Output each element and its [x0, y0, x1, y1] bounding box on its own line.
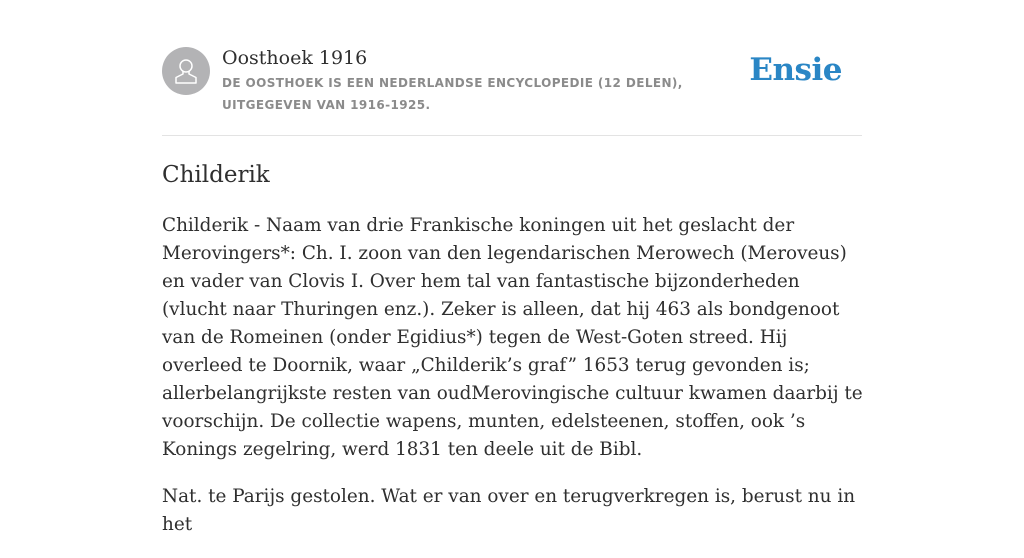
article-paragraph: Nat. te Parijs gestolen. Wat er van over en terugverkregen is, berust nu in het	[162, 486, 856, 535]
brand-logo[interactable]: Ensie	[749, 52, 842, 88]
source-name[interactable]: Oosthoek 1916	[222, 47, 368, 69]
content-container	[162, 0, 863, 535]
source-description: DE OOSTHOEK IS EEN NEDERLANDSE ENCYCLOPEDIE (12 DELEN), UITGEGEVEN VAN 1916-1925.	[222, 76, 683, 112]
avatar[interactable]	[162, 47, 210, 95]
article-body	[162, 212, 867, 558]
article-title: Childerik	[162, 162, 270, 188]
source-header	[162, 0, 862, 136]
article-paragraph: Childerik - Naam van drie Frankische koningen uit het geslacht der Merovingers*: Ch. I. zoon van den legendarischen Merowech (Meroveus) en vader van Clovis I. Over hem tal van fantastische bijzonderheden (vlucht naar Thuringen enz.). Zeker is alleen, dat hij 463 als bondgenoot van de Romeinen (onder Egidius*) tegen de West-Goten streed. Hij overleed te Doornik, waar „Childerik’s graf” 1653 terug gevonden is; allerbelangrijkste resten van oudMerovingische cultuur kwamen daarbij te voorschijn. De collectie wapens, munten, edelsteenen, stoffen, ook ’s Konings zegelring, werd 1831 ten deele uit de Bibl.	[162, 215, 863, 460]
user-silhouette-icon	[173, 57, 199, 85]
